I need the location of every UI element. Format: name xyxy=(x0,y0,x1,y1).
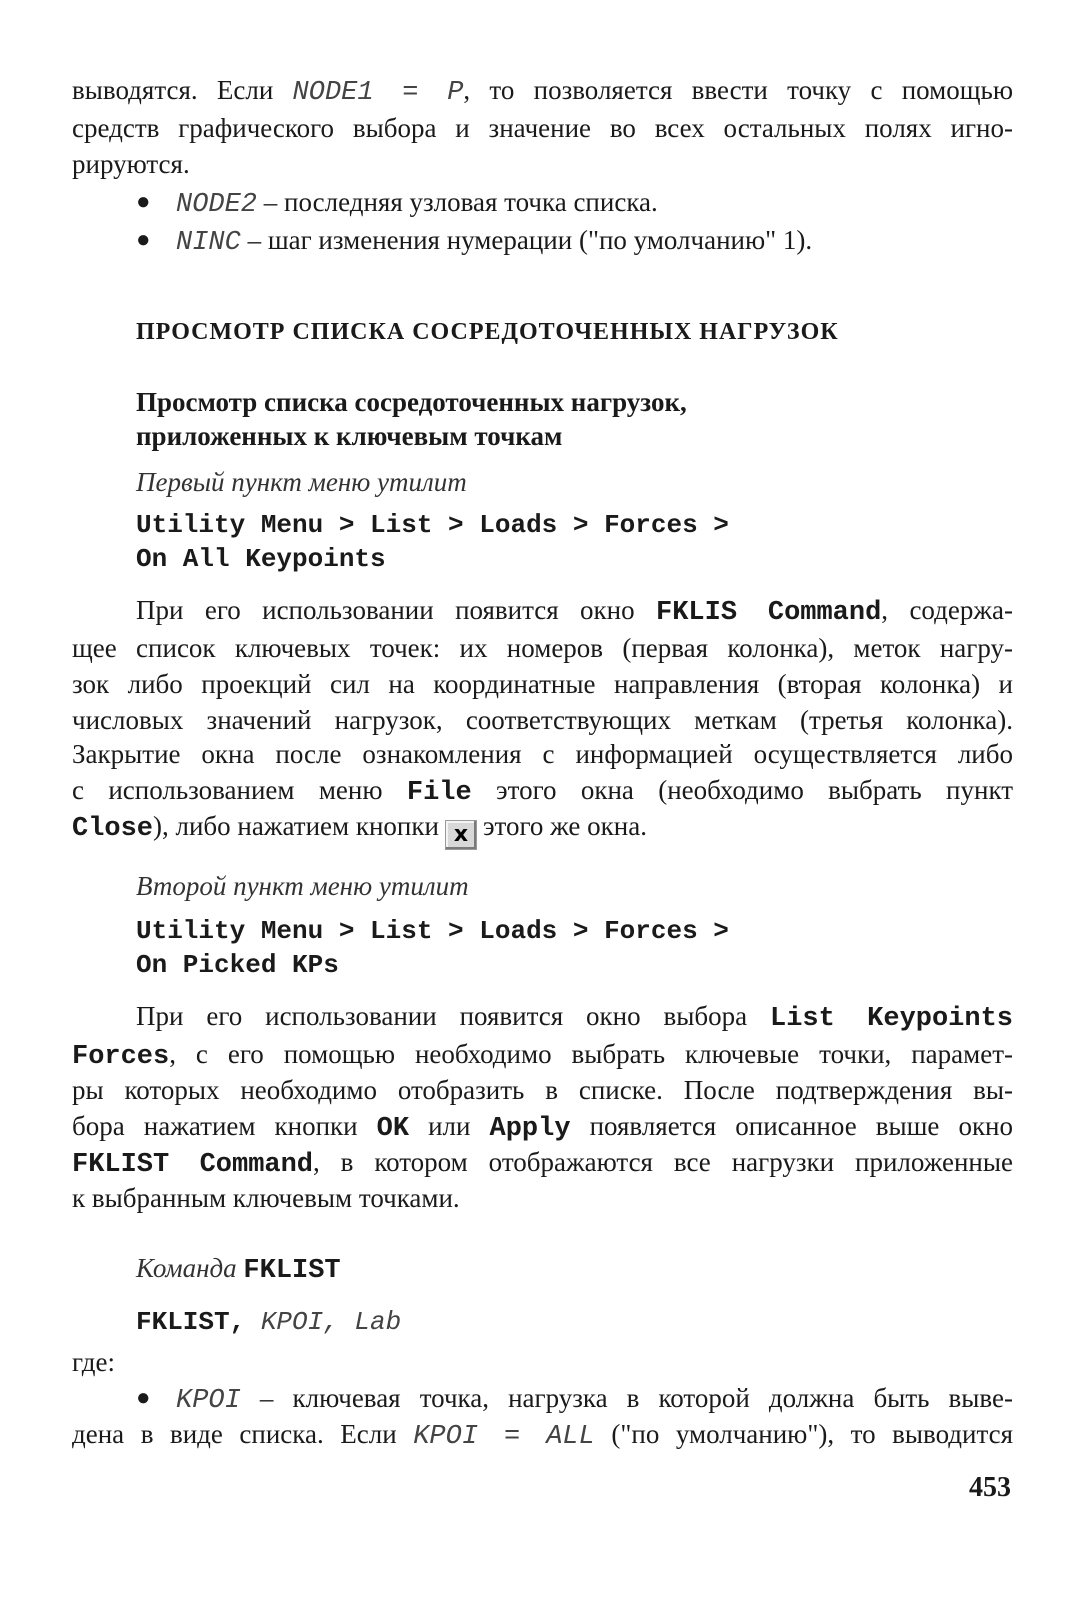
list-item: NODE2 – последняя узловая точка списка. xyxy=(176,187,658,220)
paragraph-line: При его использовании появится окно FKLIS Command, содержа- xyxy=(136,595,1013,628)
paragraph-line: рируются. xyxy=(72,149,190,179)
paragraph-line: бора нажатием кнопки OK или Apply появляется описанное выше окно xyxy=(72,1111,1014,1144)
paragraph-line: выводятся. Если NODE1 = P, то позволяется ввести точку с помощью xyxy=(72,75,1013,108)
paragraph-line: средств графического выбора и значение во всех остальных полях игно- xyxy=(72,113,1013,143)
menu-path: On All Keypoints xyxy=(136,544,386,574)
paragraph-line: Close), либо нажатием кнопки x этого же окна. xyxy=(72,808,1013,850)
command-label: Команда FKLIST xyxy=(136,1253,341,1286)
bullet-icon: ● xyxy=(136,227,151,253)
paragraph-line: зок либо проекций сил на координатные направления (вторая колонка) и xyxy=(72,669,1013,699)
paragraph-line: Закрытие окна после ознакомления с информацией осуществляется либо xyxy=(72,739,1013,769)
section-heading: ПРОСМОТР СПИСКА СОСРЕДОТОЧЕННЫХ НАГРУЗОК xyxy=(136,319,839,345)
menu-item-label: Второй пункт меню утилит xyxy=(136,871,469,901)
list-item: KPOI – ключевая точка, нагрузка в которой должна быть выве- xyxy=(176,1383,1013,1416)
command-syntax: FKLIST, KPOI, Lab xyxy=(136,1307,402,1337)
paragraph-line: FKLIST Command, в котором отображаются все нагрузки приложенные xyxy=(72,1147,1013,1180)
paragraph-line: числовых значений нагрузок, соответствующих меткам (третья колонка). xyxy=(72,705,1013,735)
paragraph-line: где: xyxy=(72,1347,115,1377)
menu-path: Utility Menu > List > Loads > Forces > xyxy=(136,916,729,946)
bullet-icon: ● xyxy=(136,189,151,215)
paragraph-line: щее список ключевых точек: их номеров (первая колонка), меток нагру- xyxy=(72,633,1013,663)
close-icon: x xyxy=(445,820,477,850)
paragraph-line: Forces, с его помощью необходимо выбрать ключевые точки, парамет- xyxy=(72,1039,1013,1072)
list-item: NINC – шаг изменения нумерации ("по умолчанию" 1). xyxy=(176,225,813,258)
menu-path: Utility Menu > List > Loads > Forces > xyxy=(136,510,729,540)
bullet-icon: ● xyxy=(136,1385,151,1411)
paragraph-line: с использованием меню File этого окна (необходимо выбрать пункт xyxy=(72,775,1013,808)
menu-item-label: Первый пункт меню утилит xyxy=(136,467,467,497)
paragraph-line: к выбранным ключевым точками. xyxy=(72,1183,460,1213)
menu-path: On Picked KPs xyxy=(136,950,339,980)
paragraph-line: При его использовании появится окно выбора List Keypoints xyxy=(136,1001,1013,1034)
subheading: Просмотр списка сосредоточенных нагрузок, xyxy=(136,387,687,417)
page-number: 453 xyxy=(969,1472,1011,1503)
paragraph-line: ры которых необходимо отобразить в списке. После подтверждения вы- xyxy=(72,1075,1013,1105)
paragraph-line: дена в виде списка. Если KPOI = ALL ("по умолчанию"), то выводится xyxy=(72,1419,1014,1452)
subheading: приложенных к ключевым точкам xyxy=(136,421,563,451)
